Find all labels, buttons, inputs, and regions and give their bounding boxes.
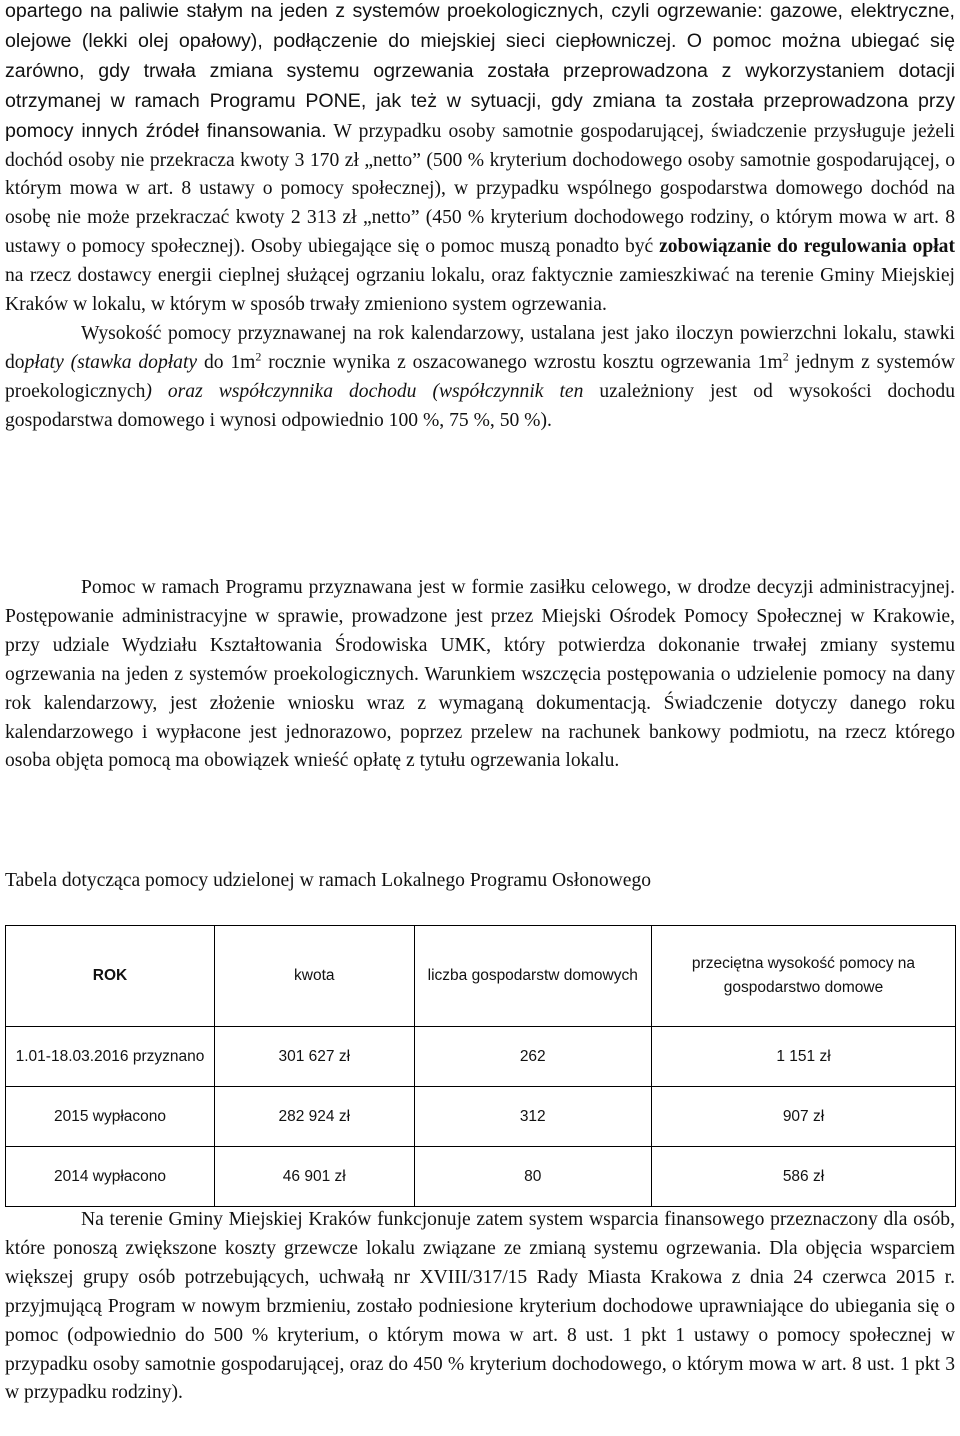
table-cell: 586 zł bbox=[652, 1147, 956, 1207]
procedure-section bbox=[5, 574, 955, 776]
table-row bbox=[6, 1087, 956, 1147]
assistance-table bbox=[5, 925, 956, 1207]
table-cell: 282 924 zł bbox=[215, 1087, 415, 1147]
table-cell: 1.01-18.03.2016 przyznano bbox=[6, 1027, 215, 1087]
eligibility-section bbox=[5, 0, 955, 436]
table-cell: 2014 wypłacono bbox=[6, 1147, 215, 1207]
table-cell: 301 627 zł bbox=[215, 1027, 415, 1087]
table-cell: 46 901 zł bbox=[215, 1147, 415, 1207]
income-criteria-text: W przypadku osoby samotnie gospodarującej, świadczenie przysługuje jeżeli dochód osoby nie przekracza kwoty 3 170 zł „netto” (500 % kryterium dochodowego osoby samotnie gospodarującej, o którym mowa w art. 8 ustawy o pomocy społecznej), w przypadku wspólnego gospodarstwa domowego dochód na osobę nie może przekraczać kwoty 2 313 zł „netto” (450 % kryterium dochodowego rodziny, o którym mowa w art. 8 ustawy o pomocy społecznej). Osoby ubiegające się o pomoc muszą ponadto być bbox=[5, 120, 955, 258]
table-row bbox=[6, 1027, 956, 1087]
table-cell: 2015 wypłacono bbox=[6, 1087, 215, 1147]
header-year: ROK bbox=[6, 926, 215, 1027]
table-cell: 80 bbox=[414, 1147, 652, 1207]
procedure-paragraph: Pomoc w ramach Programu przyznawana jest w formie zasiłku celowego, w drodze decyzji administracyjnej. Postępowanie administracyjne w sprawie, prowadzone jest przez Miejski Ośrodek Pomocy Społecznej w Krakowie, przy udziale Wydziału Kształtowania Środowiska UMK, który potwierdza dokonanie trwałej zmiany systemu ogrzewania na jeden z systemów proekologicznych. Warunkiem wszczęcia postępowania o udzielenie pomocy na dany rok kalendarzowy, jest złożenie wniosku wraz z wymaganą dokumentacją. Świadczenie dotyczy danego roku kalendarzowego i wypłacone jest jednorazowo, poprzez przelew na rachunek bankowy podmiotu, na rzecz którego osoba objęta pomocą ma obowiązek wnieść opłatę z tytułu ogrzewania lokalu. bbox=[5, 577, 955, 772]
table-cell: 312 bbox=[414, 1087, 652, 1147]
header-amount: kwota bbox=[215, 926, 415, 1027]
header-households: liczba gospodarstw domowych bbox=[414, 926, 652, 1027]
funding-sources-text: opartego na paliwie stałym na jeden z systemów proekologicznych, czyli ogrzewanie: gazowe, elektryczne, olejowe (lekki olej opałowy), podłączenie do miejskiej sieci ciepłowniczej. O pomoc można ubiegać się zarówno, gdy trwała zmiana systemu ogrzewania została przeprowadzona z wykorzystaniem dotacji otrzymanej w ramach Programu PONE, jak też w sytuacji, gdy zmiana ta została przeprowadzona przy pomocy innych źródeł finansowania. bbox=[5, 0, 955, 142]
table-cell: 262 bbox=[414, 1027, 652, 1087]
table-caption: Tabela dotycząca pomocy udzielonej w ramach Lokalnego Programu Osłonowego bbox=[5, 870, 652, 891]
residence-text: na rzecz dostawcy energii cieplnej służącej ogrzaniu lokalu, oraz faktycznie zamieszkiwać na terenie Gminy Miejskiej Kraków w lokalu, w którym w sposób trwały zmieniono system ogrzewania. bbox=[5, 265, 955, 316]
eligibility-paragraph bbox=[5, 0, 955, 320]
table-cell: 907 zł bbox=[652, 1087, 956, 1147]
summary-paragraph: Na terenie Gminy Miejskiej Kraków funkcjonuje zatem system wsparcia finansowego przeznaczony dla osób, które ponoszą zwiększone koszty grzewcze lokalu związane ze zmianą systemu ogrzewania. Dla objęcia wsparciem większej grupy osób potrzebujących, uchwałą nr XVIII/317/15 Rady Miasta Krakowa z dnia 24 czerwca 2015 r. przyjmującą Program w nowym brzmieniu, zostało podniesione kryterium dochodowe uprawniające do ubiegania się o pomoc (odpowiednio do 500 % kryterium, o którym mowa w art. 8 ust. 1 pkt 1 ustawy o pomocy społecznej w przypadku osoby samotnie gospodarującej, oraz do 450 % kryterium dochodowego, o którym mowa w art. 8 ust. 1 pkt 3 w przypadku rodziny). bbox=[5, 1209, 955, 1404]
table-row bbox=[6, 1147, 956, 1207]
header-average: przeciętna wysokość pomocy na gospodarstwo domowe bbox=[652, 926, 956, 1027]
amount-paragraph: Wysokość pomocy przyznawanej na rok kalendarzowy, ustalana jest jako iloczyn powierzchni lokalu, stawki dopłaty (stawka dopłaty do $1m^2$ rocznie wynika z oszacowanego wzrostu kosztu ogrzewania $1m^2$ jednym z systemów proekologicznych) oraz współczynnika dochodu (współczynnik ten uzależniony jest od wysokości dochodu gospodarstwa domowego i wynosi odpowiednio 100 %, 75 %, 50 %). bbox=[5, 322, 955, 431]
table-cell: 1 151 zł bbox=[652, 1027, 956, 1087]
table-header-row bbox=[6, 926, 956, 1027]
summary-section bbox=[5, 1206, 955, 1408]
obligation-bold-text: zobowiązanie do regulowania opłat bbox=[659, 236, 955, 258]
